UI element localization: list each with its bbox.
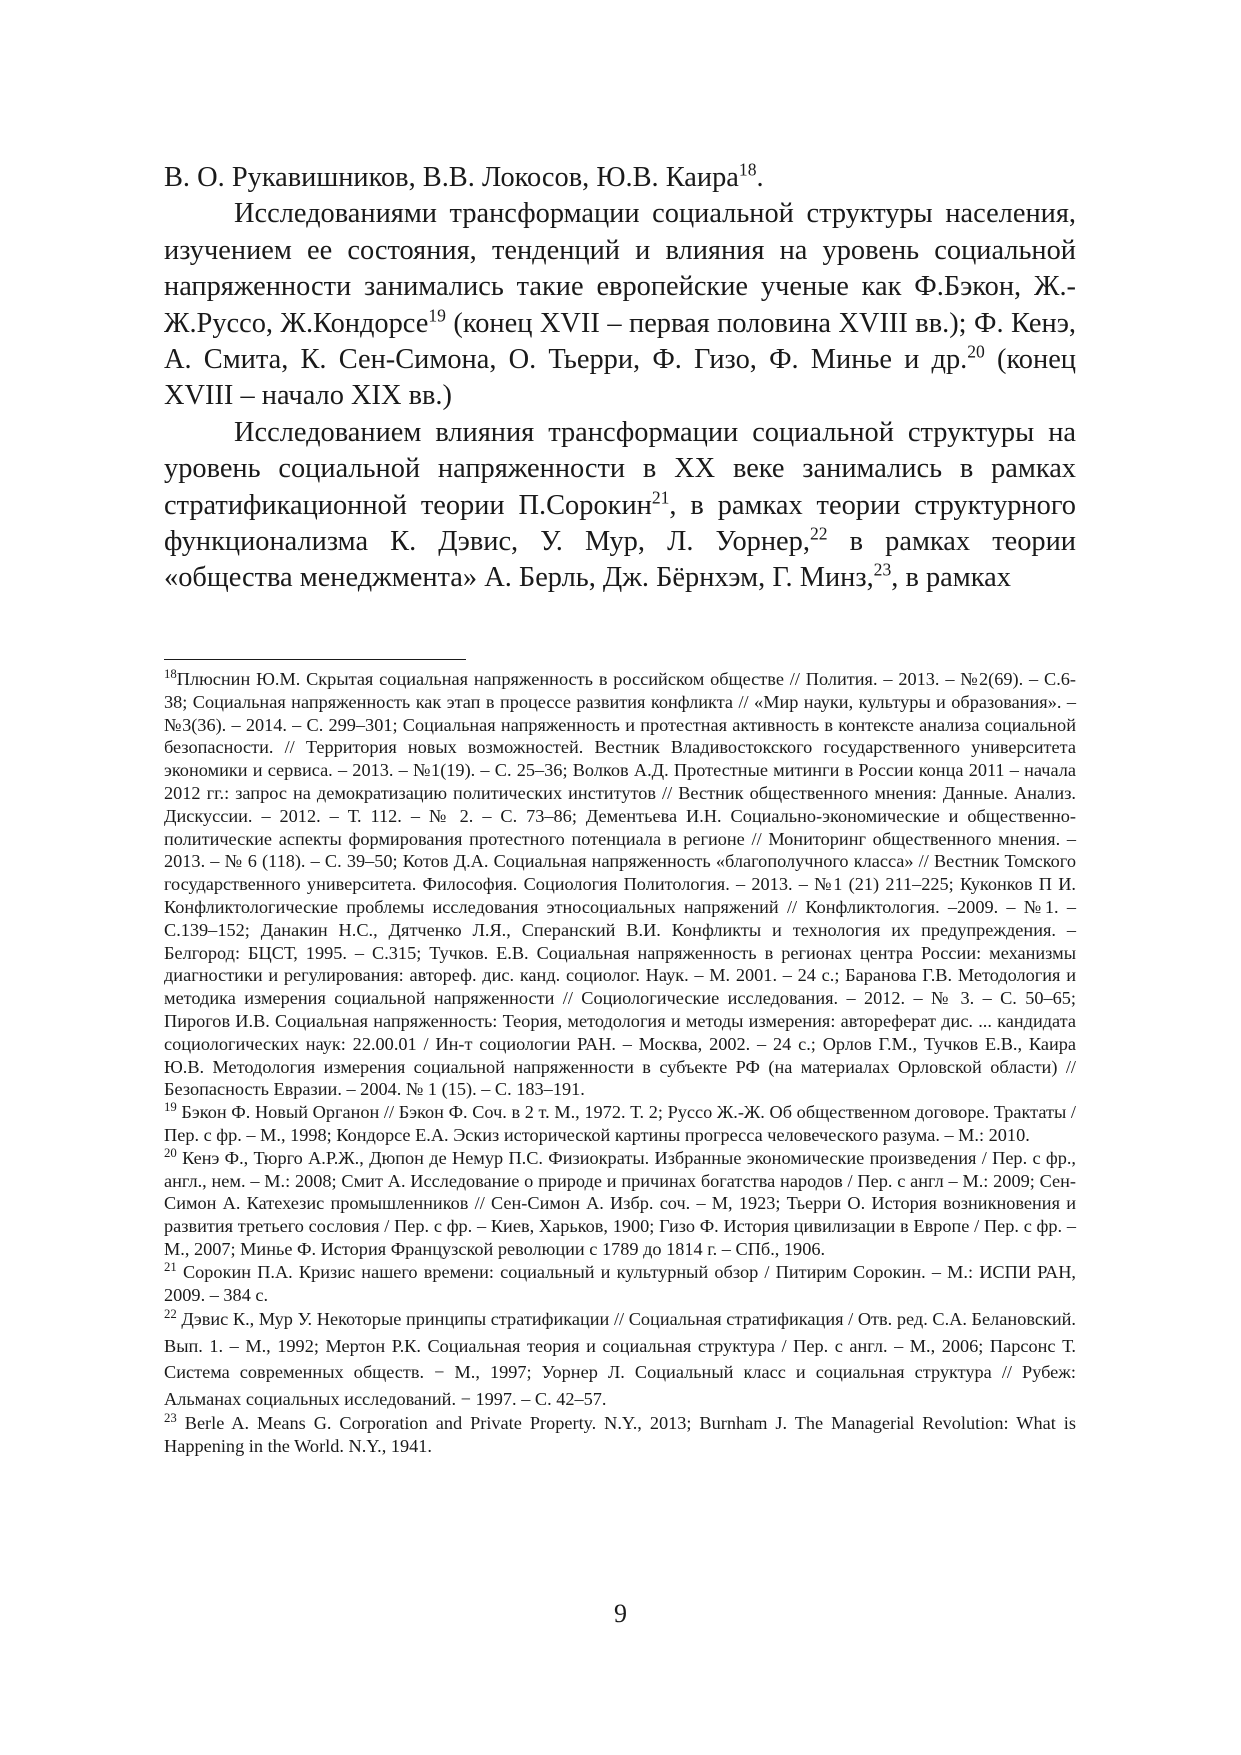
footnote-ref-18[interactable]: 18 [738,159,757,180]
paragraph-transformation: Исследованиями трансформации социальной структуры населения, изучением ее состояния, тенденций и влияния на уровень социальной напряженности занимались такие европейские ученые как Ф.Бэкон, Ж.-Ж.Руссо, Ж.Кондорсе$^{19}$ (конец XVII – первая половина XVIII вв.); Ф. Кенэ, А. Смита, К. Сен-Симона, О. Тьерри, Ф. Гизо, Ф. Минье и др.$^{20}$ (конец XVIII – начало XIX вв.) [164,198,1076,412]
footnote-number: 23 [164,1411,177,1426]
footnote-number: 21 [164,1259,177,1274]
footnote-ref-20[interactable]: 20 [967,341,985,362]
footnote-number: 19 [164,1100,177,1115]
footnote-number: 18 [164,666,177,681]
footnote-number: 22 [164,1307,177,1322]
main-text [164,160,1076,597]
footnote-number: 20 [164,1145,177,1160]
footnote-ref-21[interactable]: 21 [651,487,670,508]
footnote-18: $^{18}$Плюснин Ю.М. Скрытая социальная напряженность в российском обществе // Полития. – 2013. – №2(69). – С.6-38; Социальная напряженность как этап в процессе развития конфликта // «Мир науки, культуры и образования». – №3(36). – 2014. – С. 299–301; Социальная напряженность и протестная активность в контексте анализа социальной безопасности. // Территория новых возможностей. Вестник Владивостокского государственного университета экономики и сервиса. – 2013. – №1(19). – С. 25–36; Волков А.Д. Протестные митинги в России конца 2011 – начала 2012 гг.: запрос на демократизацию политических институтов // Вестник общественного мнения: Данные. Анализ. Дискуссии. – 2012. – Т. 112. – № 2. – С. 73–86; Дементьева И.Н. Социально-экономические и общественно-политические аспекты формирования протестного потенциала в регионе // Мониторинг общественного мнения. – 2013. – № 6 (118). – С. 39–50; Котов Д.А. Социальная напряженность «благополучного класса» // Вестник Томского государственного университета. Философия. Социология Политология. – 2013. – №1 (21) 211–225; Куконков П И. Конфликтологические проблемы исследования этносоциальных напряжений // Конфликтология. –2009. – №1. – С.139–152; Данакин Н.С., Дятченко Л.Я., Сперанский В.И. Конфликты и технология их предупреждения. – Белгород: БЦСТ, 1995. – С.315; Тучков. Е.В. Социальная напряженность в регионах центра России: механизмы диагностики и регулирования: автореф. дис. канд. социолог. Наук. – М. 2001. – 24 с.; Баранова Г.В. Методология и методика измерения социальной напряженности // Социологические исследования. – 2012. – № 3. – С. 50–65; Пирогов И.В. Социальная напряженность: Теория, методология и методы измерения: автореферат дис. ... кандидата социологических наук: 22.00.01 / Ин-т социологии РАН. – Москва, 2002. – 24 с.; Орлов Г.М., Тучков Е.В., Каира Ю.В. Методология измерения социальной напряженности в субъекте РФ (на материалах Орловской области) // Безопасность Евразии. – 2004. № 1 (15). – С. 183–191. [164,666,1076,1100]
footnote-separator [164,659,466,660]
page-number: 9 [614,1599,627,1628]
paragraph-authors: В. О. Рукавишников, В.В. Локосов, Ю.В. Каира$^{18}$. [164,159,764,193]
footnotes [164,668,1076,1458]
footnote-23: $^{23}$ Berle A. Means G. Corporation and Private Property. N.Y., 2013; Burnham J. The Managerial Revolution: What is Happening in the World. N.Y., 1941. [164,1411,1076,1457]
footnote-20: $^{20}$ Кенэ Ф., Тюрго А.Р.Ж., Дюпон де Немур П.С. Физиократы. Избранные экономические произведения / Пер. с фр., англ., нем. – М.: 2008; Смит А. Исследование о природе и причинах богатства народов / Пер. с англ – М.: 2009; Сен-Симон А. Катехезис промышленников // Сен-Симон А. Избр. соч. – М, 1923; Тьерри О. История возникновения и развития третьего сословия / Пер. с фр. – Киев, Харьков, 1900; Гизо Ф. История цивилизации в Европе / Пер. с фр. – М., 2007; Минье Ф. История Французской революции с 1789 до 1814 г. – СПб., 1906. [164,1145,1076,1259]
footnote-21: $^{21}$ Сорокин П.А. Кризис нашего времени: социальный и культурный обзор / Питирим Сорокин. – М.: ИСПИ РАН, 2009. – 384 с. [164,1259,1076,1305]
footnote-19: $^{19}$ Бэкон Ф. Новый Органон // Бэкон Ф. Соч. в 2 т. М., 1972. Т. 2; Руссо Ж.-Ж. Об общественном договоре. Трактаты / Пер. с фр. – М., 1998; Кондорсе Е.А. Эскиз исторической картины прогресса человеческого разума. – М.: 2010. [164,1100,1076,1145]
paragraph-xx-century: Исследованием влияния трансформации социальной структуры на уровень социальной напряженности в XX веке занимались в рамках стратификационной теории П.Сорокин$^{21}$, в рамках теории структурного функционализма К. Дэвис, У. Мур, Л. Уорнер,$^{22}$ в рамках теории «общества менеджмента» А. Берль, Дж. Бёрнхэм, Г. Минз,$^{23}$, в рамках [164,416,1076,594]
footnote-ref-22[interactable]: 22 [809,523,828,544]
footnote-22: $^{22}$ Дэвис К., Мур У. Некоторые принципы стратификации // Социальная стратификация / Отв. ред. С.А. Белановский. Вып. 1. – М., 1992; Мертон Р.К. Социальная теория и социальная структура / Пер. с англ. – М., 2006; Парсонс Т. Система современных обществ. − М., 1997; Уорнер Л. Социальный класс и социальная структура // Рубеж: Альманах социальных исследований. − 1997. – С. 42–57. [164,1307,1076,1409]
footnote-ref-19[interactable]: 19 [428,305,446,326]
footnote-ref-23[interactable]: 23 [873,560,892,580]
